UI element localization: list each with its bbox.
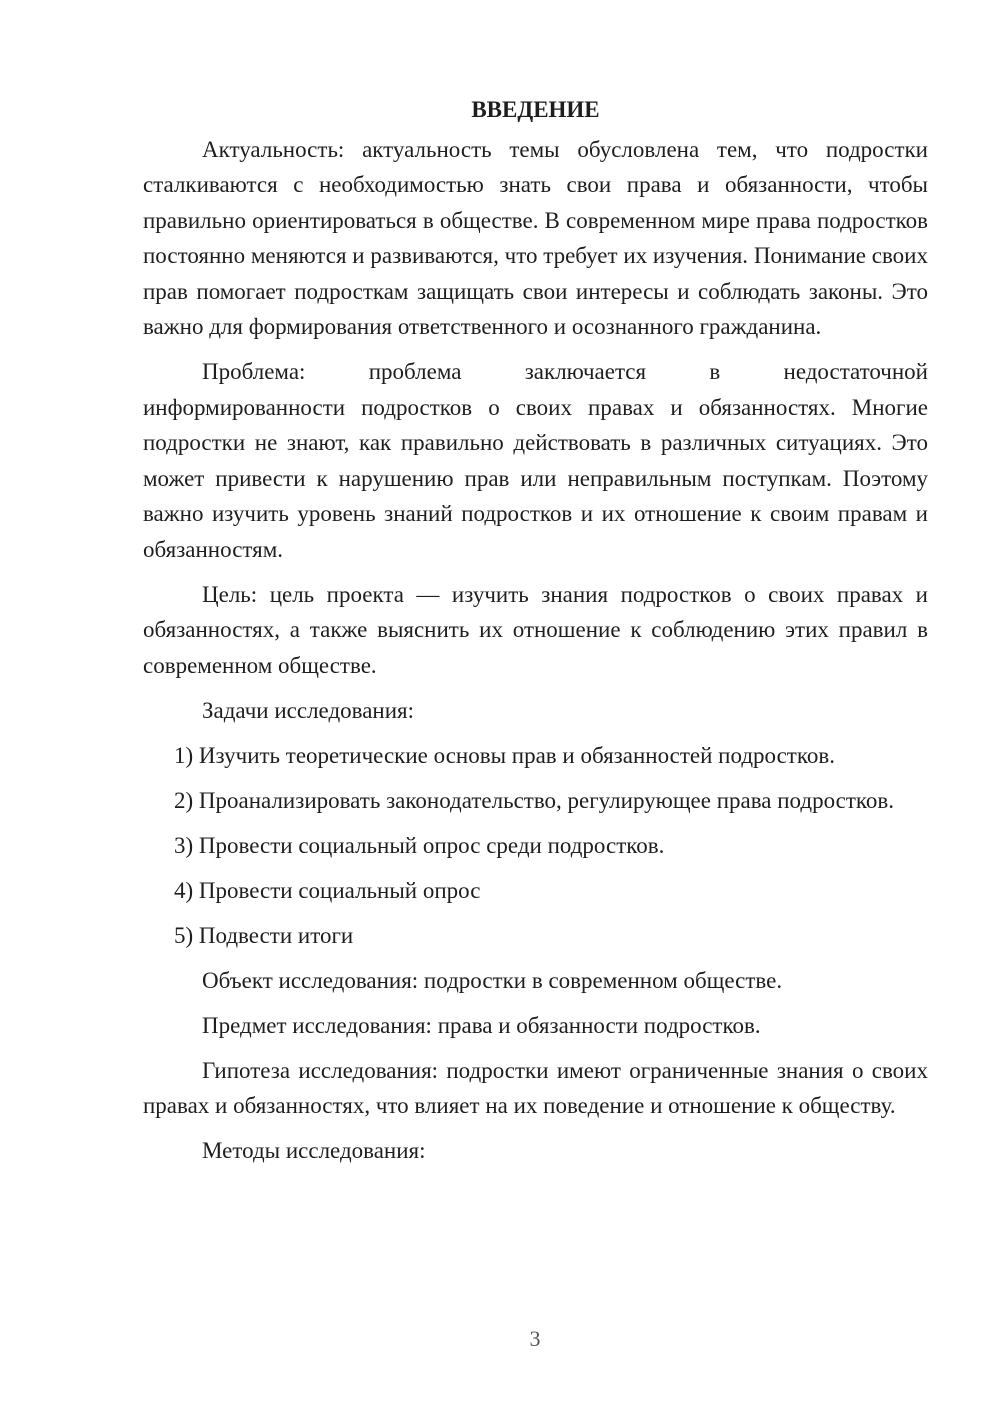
tasks-heading: Задачи исследования:: [202, 697, 415, 723]
task-item-4: 4) Провести социальный опрос: [174, 877, 481, 903]
hypothesis-paragraph: Гипотеза исследования: подростки имеют ограниченные знания о своих правах и обязанностях, что влияет на их поведение и отношение к обществу.: [143, 1057, 928, 1118]
goal-paragraph: Цель: цель проекта — изучить знания подростков о своих правах и обязанностях, а также выяснить их отношение к соблюдению этих правил в современном обществе.: [143, 581, 928, 678]
problem-paragraph: [143, 354, 928, 567]
problem-rest: информированности подростков о своих правах и обязанностях. Многие подростки не знают, как правильно действовать в различных ситуациях. Это может привести к нарушению прав или неправильным поступкам. Поэтому важно изучить уровень знаний подростков и их отношение к своим правам и обязанностям.: [143, 394, 928, 562]
section-title: ВВЕДЕНИЕ: [471, 97, 600, 122]
task-item-3: 3) Провести социальный опрос среди подростков.: [174, 832, 665, 858]
problem-first-line: Проблема: проблема заключается в недостаточной: [202, 359, 928, 384]
subject-paragraph: Предмет исследования: права и обязанности подростков.: [202, 1012, 761, 1038]
task-item-5: 5) Подвести итоги: [174, 922, 354, 948]
object-paragraph: Объект исследования: подростки в современном обществе.: [202, 967, 783, 993]
task-item-2: 2) Проанализировать законодательство, регулирующее права подростков.: [174, 787, 895, 813]
task-item-1: 1) Изучить теоретические основы прав и обязанностей подростков.: [174, 742, 835, 768]
relevance-paragraph: Актуальность: актуальность темы обусловлена тем, что подростки сталкиваются с необходимостью знать свои права и обязанности, чтобы правильно ориентироваться в обществе. В современном мире права подростков постоянно меняются и развиваются, что требует их изучения. Понимание своих прав помогает подросткам защищать свои интересы и соблюдать законы. Это важно для формирования ответственного и осознанного гражданина.: [143, 136, 928, 339]
page-number: 3: [529, 1326, 541, 1351]
methods-heading: Методы исследования:: [202, 1138, 426, 1163]
document-page: [143, 92, 928, 1178]
